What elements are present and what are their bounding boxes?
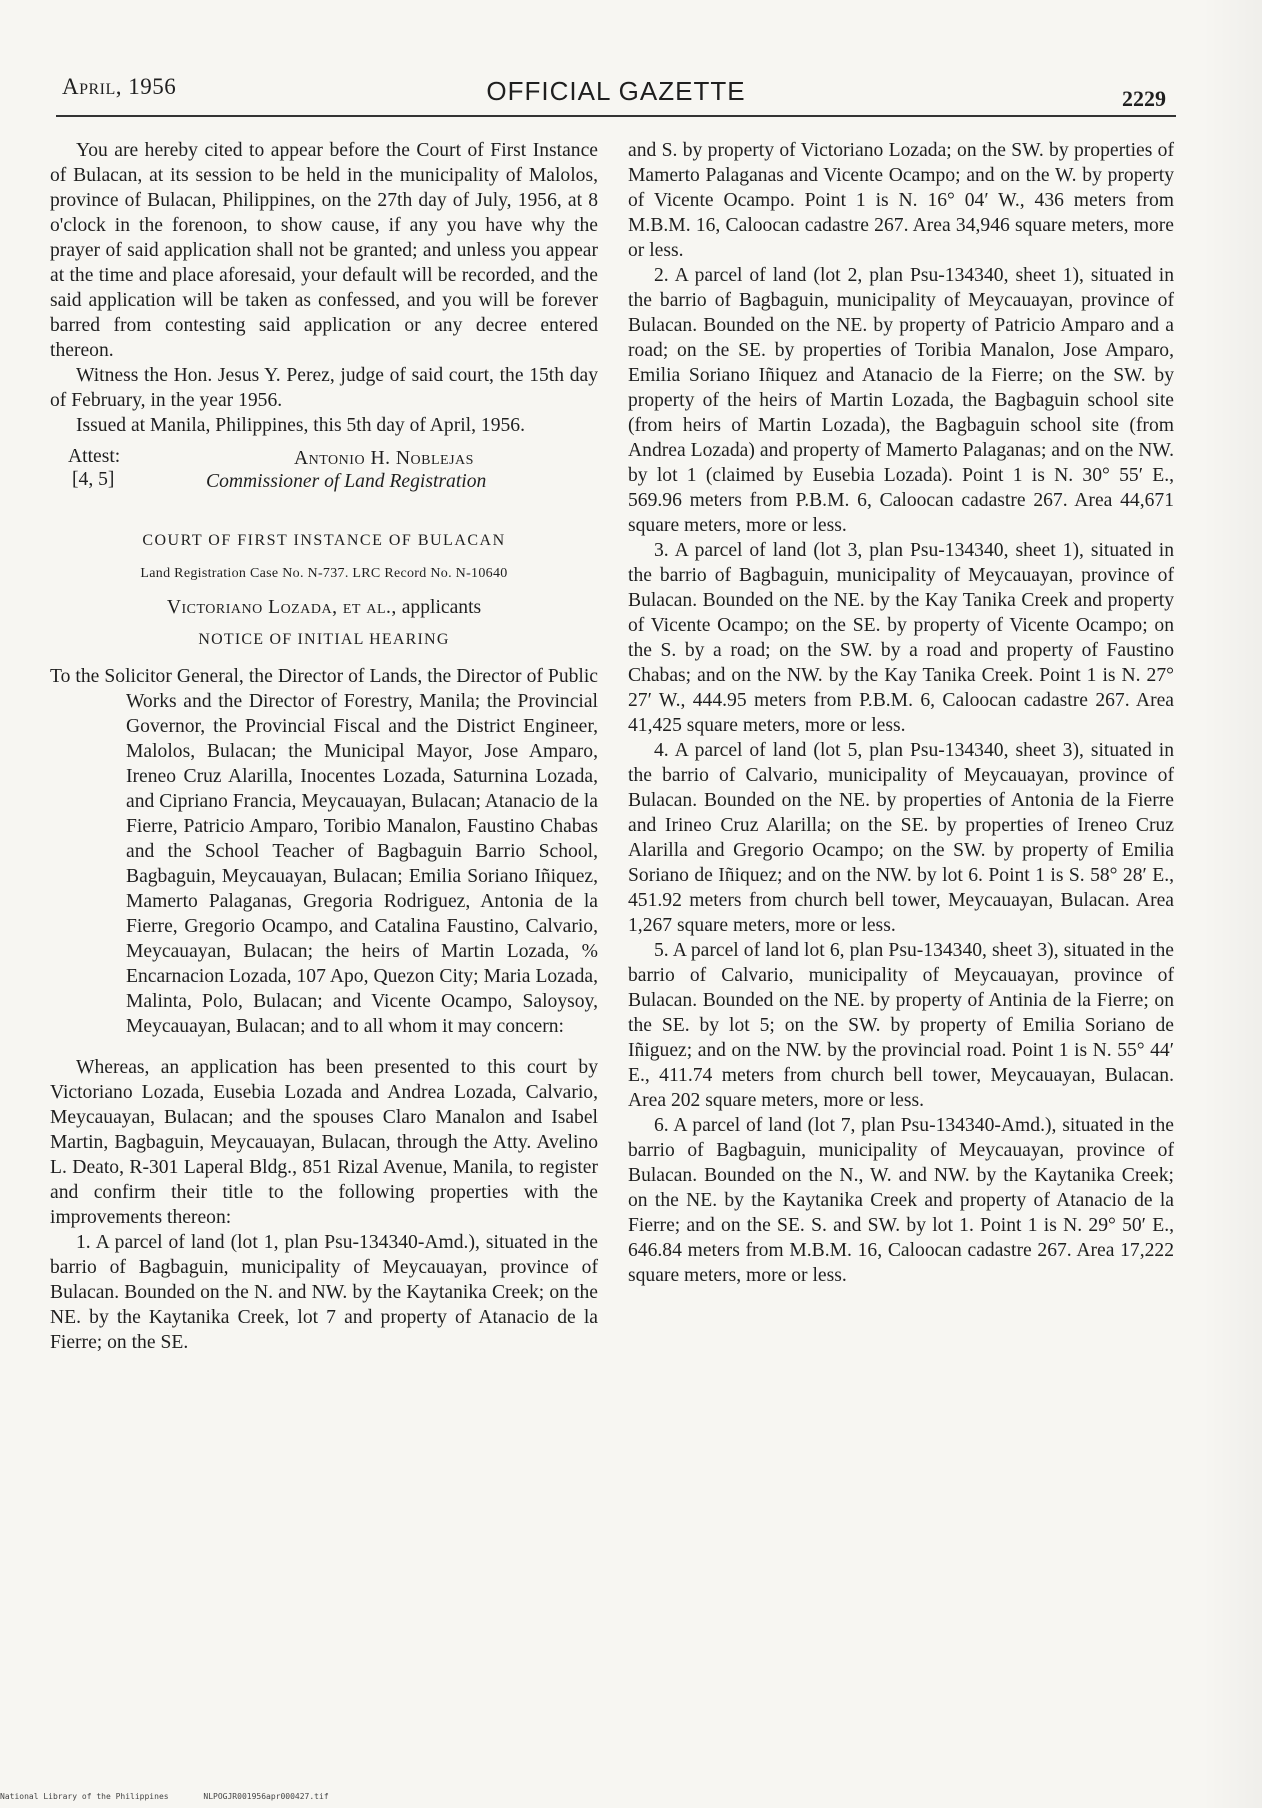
parcel-1-end: and S. by property of Victoriano Lozada; on the SW. by properties of Mamerto Palaganas and Vicente Ocampo; and on the W. by property of Vicente Ocampo. Point 1 is N. 16° 04′ W., 436 meters from M.B.M. 16, Caloocan cadastre 267. Area 34,946 square meters, more or less. [628,140,1174,261]
library-credit: National Library of the Philippines [0,1792,169,1801]
attest-issue-numbers: [4, 5] [72,469,115,490]
attest-signatory: Antonio H. Noblejas [294,448,474,469]
addressee-paragraph: To the Solicitor General, the Director of Lands, the Director of Public Works and the Director of Forestry, Manila; the Provincial Governor, the Provincial Fiscal and the District Engineer, Malolos, Bulacan; the Municipal Mayor, Jose Amparo, Ireneo Cruz Alarilla, Inocentes Lozada, Saturnina Lozada, and Cipriano Francia, Meycauayan, Bulacan; Atanacio de la Fierre, Patricio Amparo, Toribio Manalon, Faustino Chabas and the School Teacher of Bagbaguin Barrio School, Bagbaguin, Meycauayan, Bulacan; Emilia Soriano Iñiquez, Mamerto Palaganas, Gregoria Rodriguez, Antonia de la Fierre, Gregorio Ocampo, and Catalina Faustino, Calvario, Meycauayan, Bulacan; the heirs of Martin Lozada, % Encarnacion Lozada, 107 Apo, Quezon City; Maria Lozada, Malinta, Polo, Bulacan; and Vicente Ocampo, Saloysoy, Meycauayan, Bulacan; and to all whom it may concern: [50,666,598,1037]
case-numbers: Land Registration Case No. N-737. LRC Record No. N-10640 [140,566,508,581]
whereas-paragraph: Whereas, an application has been presented to this court by Victoriano Lozada, Eusebia Lozada and Andrea Lozada, Calvario, Meycauayan, Bulacan; and the spouses Claro Manalon and Isabel Martin, Bagbaguin, Meycauayan, Bulacan, through the Atty. Avelino L. Deato, R-301 Laperal Bldg., 851 Rizal Avenue, Manila, to register and confirm their title to the following properties with the improvements thereon: [50,1057,598,1228]
notice-title: NOTICE OF INITIAL HEARING [198,631,450,648]
page-number: 2229 [1122,86,1166,111]
parcel-6: 6. A parcel of land (lot 7, plan Psu-134340-Amd.), situated in the barrio of Bagbaguin, municipality of Meycauayan, province of Bulacan. Bounded on the N., W. and NW. by the Kaytanika Creek; on the NE. by the Kaytanika Creek and property of Atanacio de la Fierre; and on the SE. S. and SW. by lot 1. Point 1 is N. 29° 50′ E., 646.84 meters from M.B.M. 16, Caloocan cadastre 267. Area 17,222 square meters, more or less. [628,1115,1174,1286]
left-column [50,138,598,1355]
parcel-4: 4. A parcel of land (lot 5, plan Psu-134340, sheet 3), situated in the barrio of Calvario, municipality of Meycauayan, province of Bulacan. Bounded on the NE. by properties of Antonia de la Fierre and Irineo Cruz Alarilla; on the SE. by properties of Ireneo Cruz Alarilla and Gregorio Ocampo; on the SW. by property of Emilia Soriano de Iñiquez; and on the NW. by lot 6. Point 1 is S. 58° 28′ E., 451.92 meters from church bell tower, Meycauayan, Bulacan. Area 1,267 square meters, more or less. [628,740,1174,936]
scan-edge-shading [1202,0,1262,1808]
scan-footer [0,1792,359,1801]
attestation-block [50,444,598,490]
citation-paragraph: You are hereby cited to appear before the Court of First Instance of Bulacan, at its session to be held in the municipality of Malolos, province of Bulacan, Philippines, on the 27th day of July, 1956, at 8 o'clock in the forenoon, to show cause, if any you have why the prayer of said application shall not be granted; and unless you appear at the time and place aforesaid, your default will be recorded, and the said application will be taken as confessed, and you will be forever barred from contesting said application or any decree entered thereon. [50,140,598,361]
header-date: April, 1956 [62,74,177,99]
court-heading: COURT OF FIRST INSTANCE OF BULACAN [142,532,506,549]
parcel-3: 3. A parcel of land (lot 3, plan Psu-134340, sheet 1), situated in the barrio of Bagbaguin, municipality of Meycauayan, province of Bulacan. Bounded on the NE. by the Kay Tanika Creek and property of Vicente Ocampo; on the SE. by property of Vicente Ocampo; on the S. by a road; on the SW. by a road and property of Faustino Chabas; and on the NW. by the Kay Tanika Creek. Point 1 is N. 27° 27′ W., 444.95 meters from P.B.M. 6, Caloocan cadastre 267. Area 41,425 square meters, more or less. [628,540,1174,736]
issued-paragraph: Issued at Manila, Philippines, this 5th day of April, 1956. [76,415,525,436]
applicants-line [50,595,598,620]
witness-paragraph: Witness the Hon. Jesus Y. Perez, judge of said court, the 15th day of February, in the year 1956. [50,365,598,411]
attest-signatory-title: Commissioner of Land Registration [206,471,487,492]
applicants-name: Victoriano Lozada, et al., [166,597,397,618]
applicants-suffix: applicants [401,597,482,618]
parcel-5: 5. A parcel of land lot 6, plan Psu-134340, sheet 3), situated in the barrio of Calvario, municipality of Meycauayan, province of Bulacan. Bounded on the NE. by property of Antinia de la Fierre; on the SE. by lot 5; on the SW. by property of Emilia Soriano de Iñiguez; and on the NW. by the provincial road. Point 1 is N. 55° 44′ E., 411.74 meters from church bell tower, Meycauayan, Bulacan. Area 202 square meters, more or less. [628,940,1174,1111]
header-title: OFFICIAL GAZETTE [486,76,746,106]
right-column [628,138,1174,1288]
parcel-2: 2. A parcel of land (lot 2, plan Psu-134340, sheet 1), situated in the barrio of Bagbaguin, municipality of Meycauayan, province of Bulacan. Bounded on the NE. by property of Patricio Amparo and a road; on the SE. by properties of Toribia Manalon, Jose Amparo, Emilia Soriano Iñiquez and Atanacio de la Fierre; on the SW. by property of the heirs of Martin Lozada, the Bagbaguin school site (from heirs of Martin Lozada), the Bagbaguin school site (from Andrea Lozada) and property of Mamerto Palaganas; and on the NW. by lot 1 (claimed by Eusebia Lozada). Point 1 is N. 30° 55′ E., 569.96 meters from P.B.M. 6, Caloocan cadastre 267. Area 44,671 square meters, more or less. [628,265,1174,536]
parcel-1-start: 1. A parcel of land (lot 1, plan Psu-134340-Amd.), situated in the barrio of Bagbaguin, municipality of Meycauayan, province of Bulacan. Bounded on the N. and NW. by the Kaytanika Creek; on the NE. by the Kaytanika Creek, lot 7 and property of Atanacio de la Fierre; on the SE. [50,1232,598,1353]
header-rule [56,115,1176,117]
scan-filename: NLPOGJR001956apr000427.tif [203,1792,329,1801]
page-header [56,68,1176,118]
attest-label: Attest: [68,446,121,467]
